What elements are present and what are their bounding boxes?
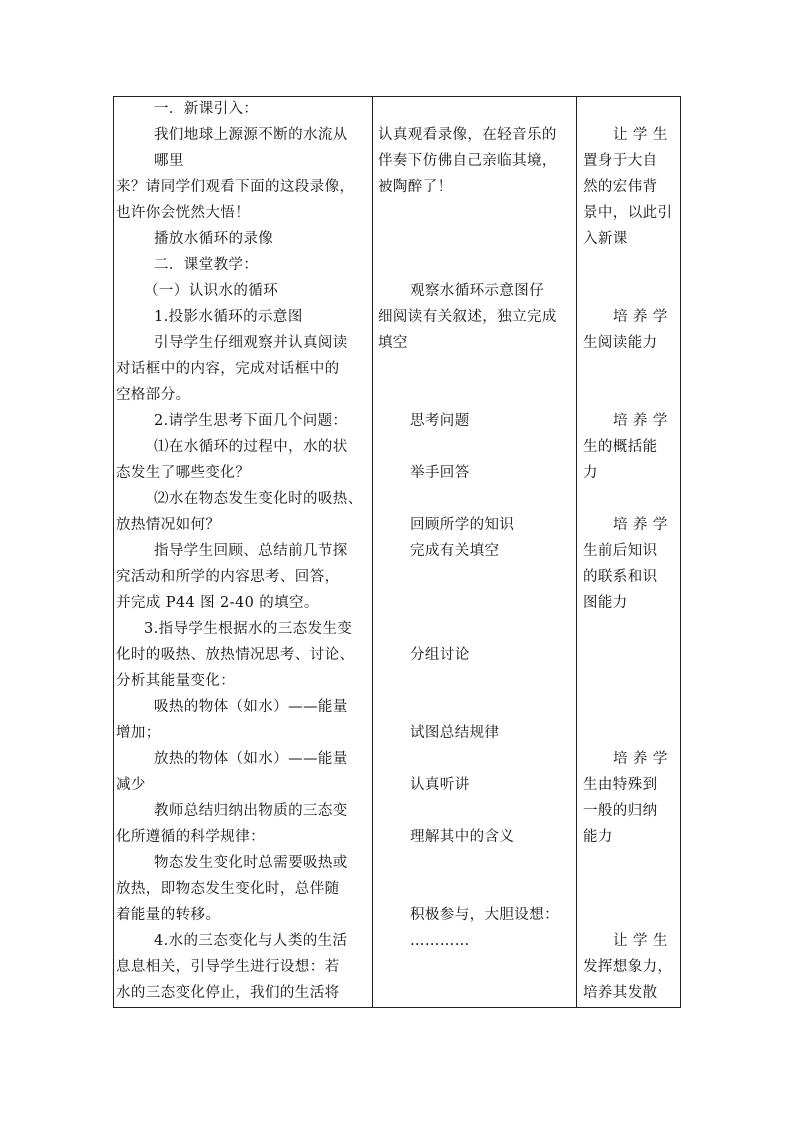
col3-line: 景中，以此引 <box>583 205 673 221</box>
col2-line: 分组讨论 <box>410 647 470 663</box>
col1-line: ⑵水在物态发生变化时的吸热、 <box>154 491 363 507</box>
col1-line: 一．新课引入： <box>154 101 259 117</box>
col2-line: 回顾所学的知识 <box>410 517 515 533</box>
col1-line: 放热情况如何？ <box>116 517 221 533</box>
col2-line: 细阅读有关叙述，独立完成 <box>378 309 557 325</box>
col1-line: 分析其能量变化： <box>116 673 236 689</box>
col3-line: 培 养 学 <box>613 517 668 533</box>
col1-line: 并完成 P44 图 2-40 的填空。 <box>116 595 319 611</box>
col2-line: 被陶醉了！ <box>378 179 453 195</box>
col3-line: 一般的归纳 <box>583 803 658 819</box>
col1-line: 来？请同学们观看下面的这段录像， <box>116 179 355 195</box>
column-divider-2 <box>576 97 577 1007</box>
col3-line: 生的概括能 <box>583 439 658 455</box>
col3-line: 图能力 <box>583 595 628 611</box>
col1-line: ⑴在水循环的过程中，水的状 <box>154 439 348 455</box>
col2-line: 积极参与，大胆设想： <box>410 907 559 923</box>
col3-line: 能力 <box>583 829 613 845</box>
col1-line: 化所遵循的科学规律： <box>116 829 265 845</box>
col1-line: 引导学生仔细观察并认真阅读 <box>154 335 348 351</box>
col3-line: 生由特殊到 <box>583 777 658 793</box>
col1-line: 物态发生变化时总需要吸热或 <box>154 855 348 871</box>
col1-line: 放热，即物态发生变化时，总伴随 <box>116 881 340 897</box>
column-divider-1 <box>372 97 373 1007</box>
col3-line: 生前后知识 <box>583 543 658 559</box>
col1-line: 放热的物体（如水）——能量 <box>154 751 348 767</box>
col3-line: 让 学 生 <box>613 933 668 949</box>
col2-line: 伴奏下仿佛自己亲临其境， <box>378 153 557 169</box>
col1-line: 化时的吸热、放热情况思考、讨论、 <box>116 647 355 663</box>
col2-line: 试图总结规律 <box>410 725 500 741</box>
col2-line: 观察水循环示意图仔 <box>410 283 545 299</box>
col1-line: 2.请学生思考下面几个问题： <box>154 413 348 429</box>
col1-line: 3.指导学生根据水的三态发生变 <box>144 621 353 637</box>
col1-line: （一）认识水的循环 <box>144 283 279 299</box>
col2-line: ………… <box>410 933 470 949</box>
col1-line: 对话框中的内容，完成对话框中的 <box>116 361 340 377</box>
col3-line: 培 养 学 <box>613 309 668 325</box>
col2-line: 认真观看录像，在轻音乐的 <box>378 127 557 143</box>
col3-line: 力 <box>583 465 598 481</box>
col2-line: 举手回答 <box>410 465 470 481</box>
col1-line: 空格部分。 <box>116 387 191 403</box>
col3-line: 发挥想象力， <box>583 959 673 975</box>
col3-line: 置身于大自 <box>583 153 658 169</box>
col1-line: 4.水的三态变化与人类的生活 <box>154 933 348 949</box>
col2-line: 认真听讲 <box>410 777 470 793</box>
col1-line: 指导学生回顾、总结前几节探 <box>154 543 348 559</box>
col1-line: 息息相关，引导学生进行设想：若 <box>116 959 340 975</box>
col1-line: 二．课堂教学： <box>154 257 259 273</box>
col1-line: 着能量的转移。 <box>116 907 221 923</box>
col1-line: 究活动和所学的内容思考、回答， <box>116 569 340 585</box>
col1-line: 减少 <box>116 777 146 793</box>
col3-line: 培 养 学 <box>613 751 668 767</box>
col3-line: 然的宏伟背 <box>583 179 658 195</box>
col2-line: 完成有关填空 <box>410 543 500 559</box>
col1-line: 我们地球上源源不断的水流从 <box>154 127 348 143</box>
col2-line: 理解其中的含义 <box>410 829 515 845</box>
col1-line: 播放水循环的录像 <box>154 231 274 247</box>
col2-line: 填空 <box>378 335 408 351</box>
col2-line: 思考问题 <box>410 413 470 429</box>
col1-line: 教师总结归纳出物质的三态变 <box>154 803 348 819</box>
col3-line: 培养其发散 <box>583 985 658 1001</box>
col1-line: 态发生了哪些变化？ <box>116 465 251 481</box>
col3-line: 让 学 生 <box>613 127 668 143</box>
col1-line: 增加； <box>116 725 161 741</box>
col1-line: 哪里 <box>154 153 184 169</box>
col3-line: 培 养 学 <box>613 413 668 429</box>
col3-line: 入新课 <box>583 231 628 247</box>
col1-line: 1.投影水循环的示意图 <box>154 309 303 325</box>
col1-line: 吸热的物体（如水）——能量 <box>154 699 348 715</box>
col1-line: 也许你会恍然大悟！ <box>116 205 251 221</box>
col3-line: 生阅读能力 <box>583 335 658 351</box>
col3-line: 的联系和识 <box>583 569 658 585</box>
col1-line: 水的三态变化停止，我们的生活将 <box>116 985 340 1001</box>
